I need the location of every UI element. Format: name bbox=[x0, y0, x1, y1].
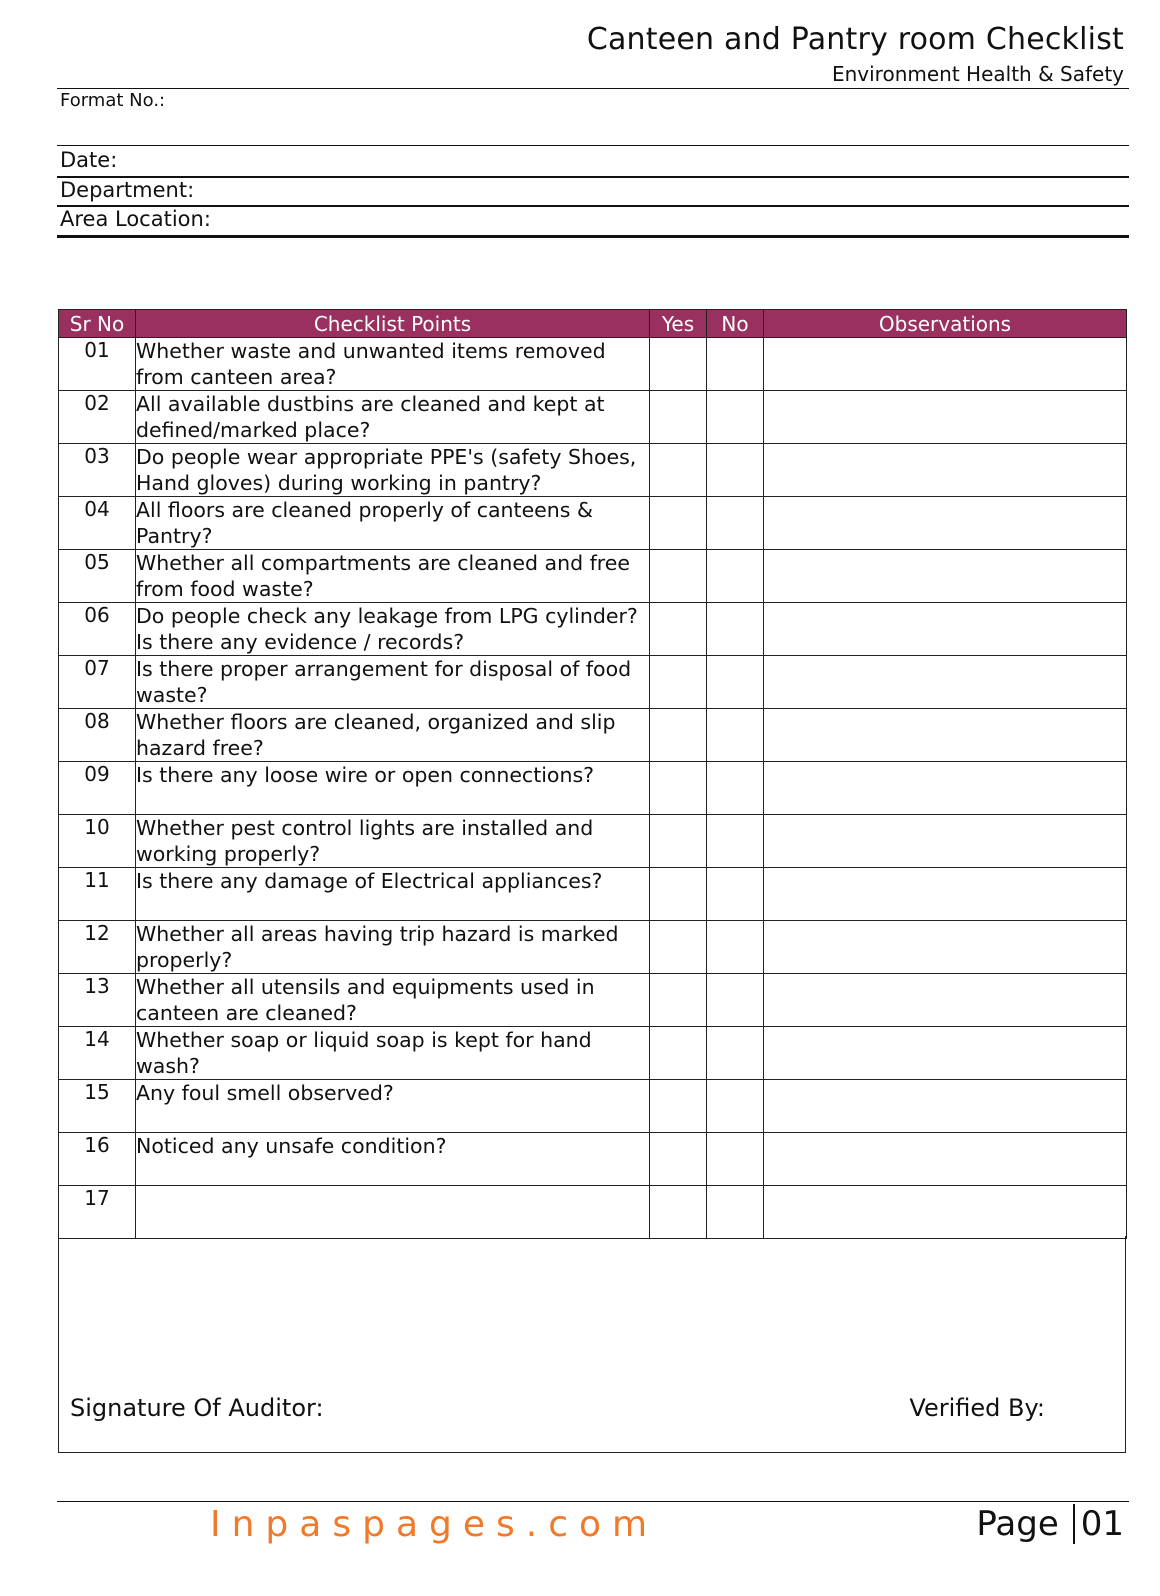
sr-no-cell: 10 bbox=[59, 815, 136, 868]
no-cell[interactable] bbox=[707, 1186, 764, 1239]
table-row bbox=[59, 391, 1127, 444]
observations-cell[interactable] bbox=[764, 868, 1127, 921]
sr-no-cell: 02 bbox=[59, 391, 136, 444]
observations-cell[interactable] bbox=[764, 1027, 1127, 1080]
footer-divider bbox=[57, 1501, 1129, 1502]
document-title: Canteen and Pantry room Checklist bbox=[586, 22, 1124, 57]
checklist-point-cell: Whether all areas having trip hazard is marked properly? bbox=[136, 921, 650, 974]
sr-no-cell: 01 bbox=[59, 338, 136, 391]
checklist-point-cell: Whether floors are cleaned, organized and slip hazard free? bbox=[136, 709, 650, 762]
sr-no-cell: 09 bbox=[59, 762, 136, 815]
sr-no-cell: 13 bbox=[59, 974, 136, 1027]
checklist-point-cell: Noticed any unsafe condition? bbox=[136, 1133, 650, 1186]
table-row bbox=[59, 656, 1127, 709]
observations-cell[interactable] bbox=[764, 815, 1127, 868]
observations-cell[interactable] bbox=[764, 1186, 1127, 1239]
page-indicator bbox=[976, 1504, 1124, 1544]
checklist-point-cell: Whether pest control lights are installed and working properly? bbox=[136, 815, 650, 868]
verified-by-label: Verified By: bbox=[909, 1394, 1045, 1422]
no-cell[interactable] bbox=[707, 921, 764, 974]
yes-cell[interactable] bbox=[650, 444, 707, 497]
yes-cell[interactable] bbox=[650, 391, 707, 444]
no-cell[interactable] bbox=[707, 497, 764, 550]
sr-no-cell: 07 bbox=[59, 656, 136, 709]
format-divider bbox=[57, 145, 1129, 146]
column-header-checklist-points: Checklist Points bbox=[136, 310, 650, 338]
table-row bbox=[59, 497, 1127, 550]
signature-box bbox=[58, 1236, 1126, 1453]
table-row bbox=[59, 1186, 1127, 1239]
page-label: Page bbox=[976, 1504, 1059, 1544]
column-header-observations: Observations bbox=[764, 310, 1127, 338]
sr-no-cell: 03 bbox=[59, 444, 136, 497]
date-label: Date: bbox=[60, 148, 118, 172]
table-row bbox=[59, 338, 1127, 391]
no-cell[interactable] bbox=[707, 444, 764, 497]
observations-cell[interactable] bbox=[764, 1133, 1127, 1186]
table-row bbox=[59, 921, 1127, 974]
observations-cell[interactable] bbox=[764, 1080, 1127, 1133]
yes-cell[interactable] bbox=[650, 762, 707, 815]
column-header-no: No bbox=[707, 310, 764, 338]
format-no-label: Format No.: bbox=[60, 90, 166, 111]
yes-cell[interactable] bbox=[650, 338, 707, 391]
table-row bbox=[59, 550, 1127, 603]
observations-cell[interactable] bbox=[764, 974, 1127, 1027]
area-location-divider bbox=[57, 235, 1129, 238]
column-header-sr-no: Sr No bbox=[59, 310, 136, 338]
checklist-point-cell: Whether all compartments are cleaned and free from food waste? bbox=[136, 550, 650, 603]
checklist-point-cell: All available dustbins are cleaned and kept at defined/marked place? bbox=[136, 391, 650, 444]
table-row bbox=[59, 1080, 1127, 1133]
no-cell[interactable] bbox=[707, 603, 764, 656]
checklist-point-cell: Any foul smell observed? bbox=[136, 1080, 650, 1133]
department-divider bbox=[57, 205, 1129, 207]
sr-no-cell: 08 bbox=[59, 709, 136, 762]
checklist-point-cell: Is there proper arrangement for disposal of food waste? bbox=[136, 656, 650, 709]
checklist-point-cell: Is there any damage of Electrical appliances? bbox=[136, 868, 650, 921]
observations-cell[interactable] bbox=[764, 338, 1127, 391]
table-row bbox=[59, 709, 1127, 762]
yes-cell[interactable] bbox=[650, 1133, 707, 1186]
no-cell[interactable] bbox=[707, 550, 764, 603]
page-number: 01 bbox=[1073, 1504, 1124, 1544]
sr-no-cell: 05 bbox=[59, 550, 136, 603]
table-row bbox=[59, 444, 1127, 497]
brand-watermark[interactable]: Inpaspages.com bbox=[210, 1504, 659, 1545]
checklist-point-cell: All floors are cleaned properly of canteens & Pantry? bbox=[136, 497, 650, 550]
checklist-point-cell: Is there any loose wire or open connections? bbox=[136, 762, 650, 815]
date-divider bbox=[57, 176, 1129, 178]
checklist-point-cell: Whether soap or liquid soap is kept for hand wash? bbox=[136, 1027, 650, 1080]
checklist-point-cell bbox=[136, 1186, 650, 1239]
observations-cell[interactable] bbox=[764, 921, 1127, 974]
sr-no-cell: 15 bbox=[59, 1080, 136, 1133]
no-cell[interactable] bbox=[707, 974, 764, 1027]
yes-cell[interactable] bbox=[650, 868, 707, 921]
no-cell[interactable] bbox=[707, 709, 764, 762]
yes-cell[interactable] bbox=[650, 815, 707, 868]
table-row bbox=[59, 1133, 1127, 1186]
document-subtitle: Environment Health & Safety bbox=[831, 62, 1124, 86]
observations-cell[interactable] bbox=[764, 762, 1127, 815]
no-cell[interactable] bbox=[707, 868, 764, 921]
table-row bbox=[59, 603, 1127, 656]
sr-no-cell: 04 bbox=[59, 497, 136, 550]
no-cell[interactable] bbox=[707, 1027, 764, 1080]
yes-cell[interactable] bbox=[650, 1186, 707, 1239]
no-cell[interactable] bbox=[707, 762, 764, 815]
yes-cell[interactable] bbox=[650, 1027, 707, 1080]
observations-cell[interactable] bbox=[764, 656, 1127, 709]
checklist-point-cell: Whether all utensils and equipments used in canteen are cleaned? bbox=[136, 974, 650, 1027]
checklist-point-cell: Whether waste and unwanted items removed from canteen area? bbox=[136, 338, 650, 391]
table-row bbox=[59, 1027, 1127, 1080]
observations-cell[interactable] bbox=[764, 391, 1127, 444]
yes-cell[interactable] bbox=[650, 1080, 707, 1133]
observations-cell[interactable] bbox=[764, 444, 1127, 497]
no-cell[interactable] bbox=[707, 1133, 764, 1186]
title-divider bbox=[57, 88, 1129, 89]
table-row bbox=[59, 815, 1127, 868]
table-row bbox=[59, 974, 1127, 1027]
yes-cell[interactable] bbox=[650, 550, 707, 603]
checklist-table bbox=[58, 309, 1127, 1239]
no-cell[interactable] bbox=[707, 815, 764, 868]
sr-no-cell: 11 bbox=[59, 868, 136, 921]
yes-cell[interactable] bbox=[650, 921, 707, 974]
no-cell[interactable] bbox=[707, 338, 764, 391]
sr-no-cell: 06 bbox=[59, 603, 136, 656]
observations-cell[interactable] bbox=[764, 603, 1127, 656]
checklist-point-cell: Do people wear appropriate PPE's (safety Shoes, Hand gloves) during working in pantry? bbox=[136, 444, 650, 497]
observations-cell[interactable] bbox=[764, 497, 1127, 550]
table-header-row bbox=[59, 310, 1127, 338]
area-location-label: Area Location: bbox=[60, 207, 211, 231]
observations-cell[interactable] bbox=[764, 550, 1127, 603]
table-row bbox=[59, 868, 1127, 921]
department-label: Department: bbox=[60, 178, 195, 202]
yes-cell[interactable] bbox=[650, 497, 707, 550]
sr-no-cell: 12 bbox=[59, 921, 136, 974]
sr-no-cell: 16 bbox=[59, 1133, 136, 1186]
yes-cell[interactable] bbox=[650, 974, 707, 1027]
checklist-point-cell: Do people check any leakage from LPG cylinder? Is there any evidence / records? bbox=[136, 603, 650, 656]
yes-cell[interactable] bbox=[650, 709, 707, 762]
yes-cell[interactable] bbox=[650, 603, 707, 656]
sr-no-cell: 17 bbox=[59, 1186, 136, 1239]
column-header-yes: Yes bbox=[650, 310, 707, 338]
yes-cell[interactable] bbox=[650, 656, 707, 709]
no-cell[interactable] bbox=[707, 391, 764, 444]
no-cell[interactable] bbox=[707, 1080, 764, 1133]
no-cell[interactable] bbox=[707, 656, 764, 709]
sr-no-cell: 14 bbox=[59, 1027, 136, 1080]
table-row bbox=[59, 762, 1127, 815]
auditor-signature-label: Signature Of Auditor: bbox=[70, 1394, 324, 1422]
observations-cell[interactable] bbox=[764, 709, 1127, 762]
